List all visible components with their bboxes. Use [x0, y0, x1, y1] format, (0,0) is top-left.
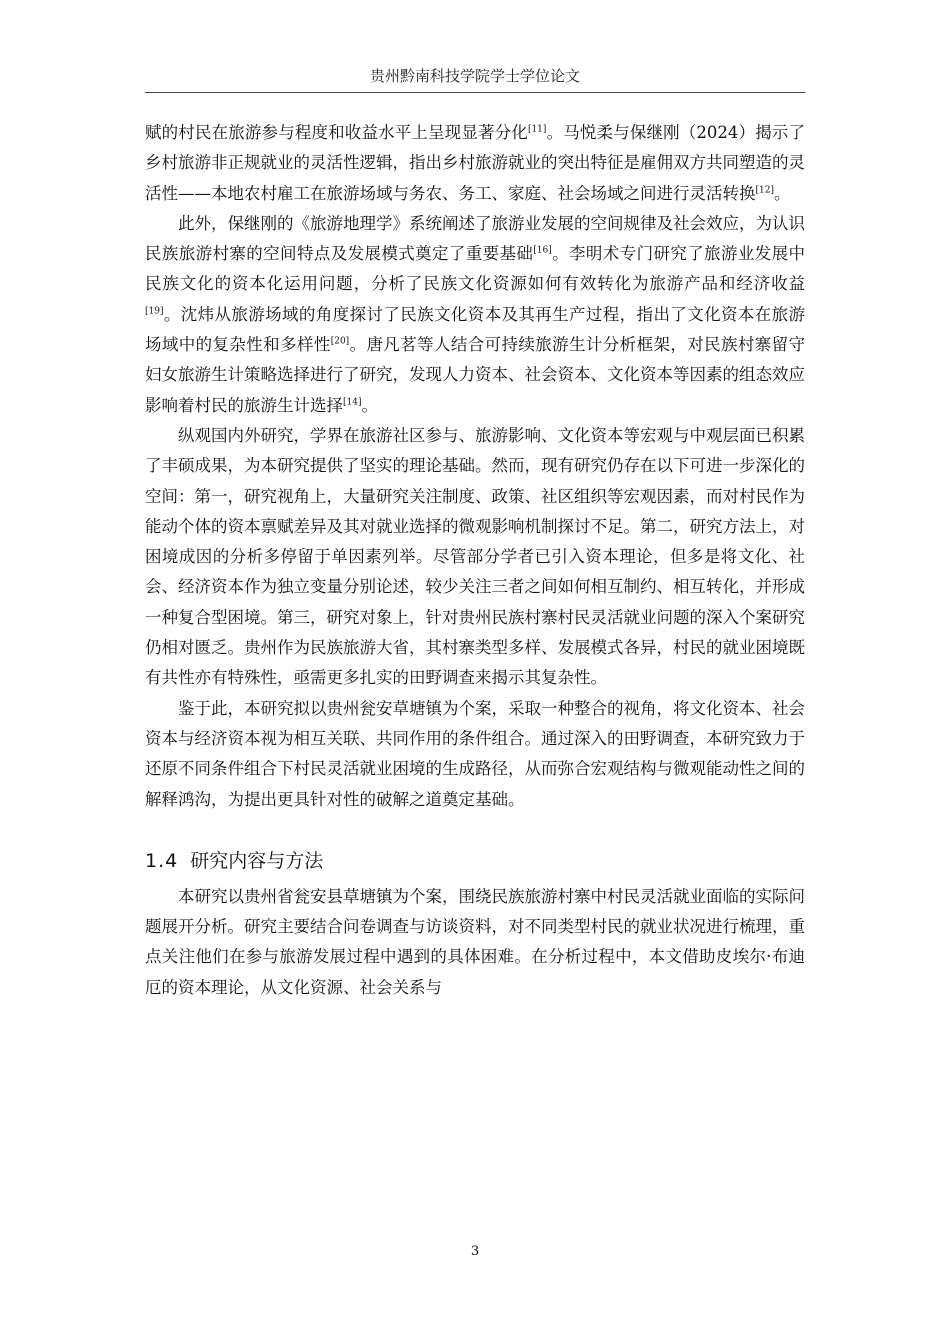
text-run: 。沈炜从旅游场域的角度探讨了民族文化资本及其再生产过程，指出了文化资本在旅游场域中的复杂性和多样性	[145, 304, 805, 355]
paragraph	[145, 421, 805, 694]
paragraph	[145, 209, 805, 421]
body-text	[145, 118, 805, 1003]
paragraph	[145, 694, 805, 815]
text-run: 。唐凡茗等人结合可持续旅游生计分析框架，对民族村寨留守妇女旅游生计策略选择进行了研究，发现人力资本、社会资本、文化资本等因素的组态效应影响着村民的旅游生计选择	[145, 335, 806, 415]
section-heading	[145, 842, 805, 880]
citation-ref: [14]	[343, 397, 362, 408]
text-run: 。马悦柔与保继刚（2024）揭示了乡村旅游非正规就业的灵活性逻辑，指出乡村旅游就业的突出特征是雇佣双方共同塑造的灵活性——本地农村雇工在旅游场域与务农、务工、家庭、社会场域之间进行灵活转换	[145, 123, 806, 203]
page-number: 3	[470, 1244, 480, 1259]
running-header: 贵州黔南科技学院学士学位论文	[369, 67, 580, 85]
citation-ref: [11]	[527, 124, 547, 135]
text-run: 鉴于此，本研究拟以贵州瓮安草塘镇为个案，采取一种整合的视角，将文化资本、社会资本与经济资本视为相互关联、共同作用的条件组合。通过深入的田野调查，本研究致力于还原不同条件组合下村民灵活就业困境的生成路径，从而弥合宏观结构与微观能动性之间的解释鸿沟，为提出更具针对性的破解之道奠定基础。	[145, 698, 805, 809]
citation-ref: [20]	[330, 336, 350, 347]
text-run: 。李明术专门研究了旅游业发展中民族文化的资本化运用问题，分析了民族文化资源如何有效转化为旅游产品和经济收益	[145, 244, 806, 294]
section-number: 1.4	[145, 849, 179, 872]
section-title: 研究内容与方法	[190, 849, 324, 872]
text-run: 此外，保继刚的《旅游地理学》系统阐述了旅游业发展的空间规律及社会效应，为认识民族旅游村寨的空间特点及发展模式奠定了重要基础	[145, 213, 805, 264]
citation-ref: [16]	[533, 245, 552, 256]
text-run: 。	[361, 395, 378, 415]
paragraph	[145, 882, 805, 1003]
text-run: 本研究以贵州省瓮安县草塘镇为个案，围绕民族旅游村寨中村民灵活就业面临的实际问题展开分析。研究主要结合问卷调查与访谈资料，对不同类型村民的就业状况进行梳理，重点关注他们在参与旅游发展过程中遇到的具体困难。在分析过程中，本文借助皮埃尔·布迪厄的资本理论，从文化资源、社会关系与	[145, 886, 805, 997]
paragraph	[145, 118, 805, 209]
text-run: 。	[773, 183, 791, 203]
citation-ref: [12]	[755, 185, 774, 196]
text-run: 赋的村民在旅游参与程度和收益水平上呈现显著分化	[145, 123, 528, 142]
text-run: 纵观国内外研究，学界在旅游社区参与、旅游影响、文化资本等宏观与中观层面已积累了丰硕成果，为本研究提供了坚实的理论基础。然而，现有研究仍存在以下可进一步深化的空间：第一，研究视角上，大量研究关注制度、政策、社区组织等宏观因素，而对村民作为能动个体的资本禀赋差异及其对就业选择的微观影响机制探讨不足。第二，研究方法上，对困境成因的分析多停留于单因素列举。尽管部分学者已引入资本理论，但多是将文化、社会、经济资本作为独立变量分别论述，较少关注三者之间如何相互制约、相互转化，并形成一种复合型困境。第三，研究对象上，针对贵州民族村寨村民灵活就业问题的深入个案研究仍相对匮乏。贵州作为民族旅游大省，其村寨类型多样、发展模式各异，村民的就业困境既有共性亦有特殊性，亟需更多扎实的田野调查来揭示其复杂性。	[145, 425, 805, 688]
citation-ref: [19]	[145, 306, 164, 317]
header-divider	[145, 92, 805, 93]
